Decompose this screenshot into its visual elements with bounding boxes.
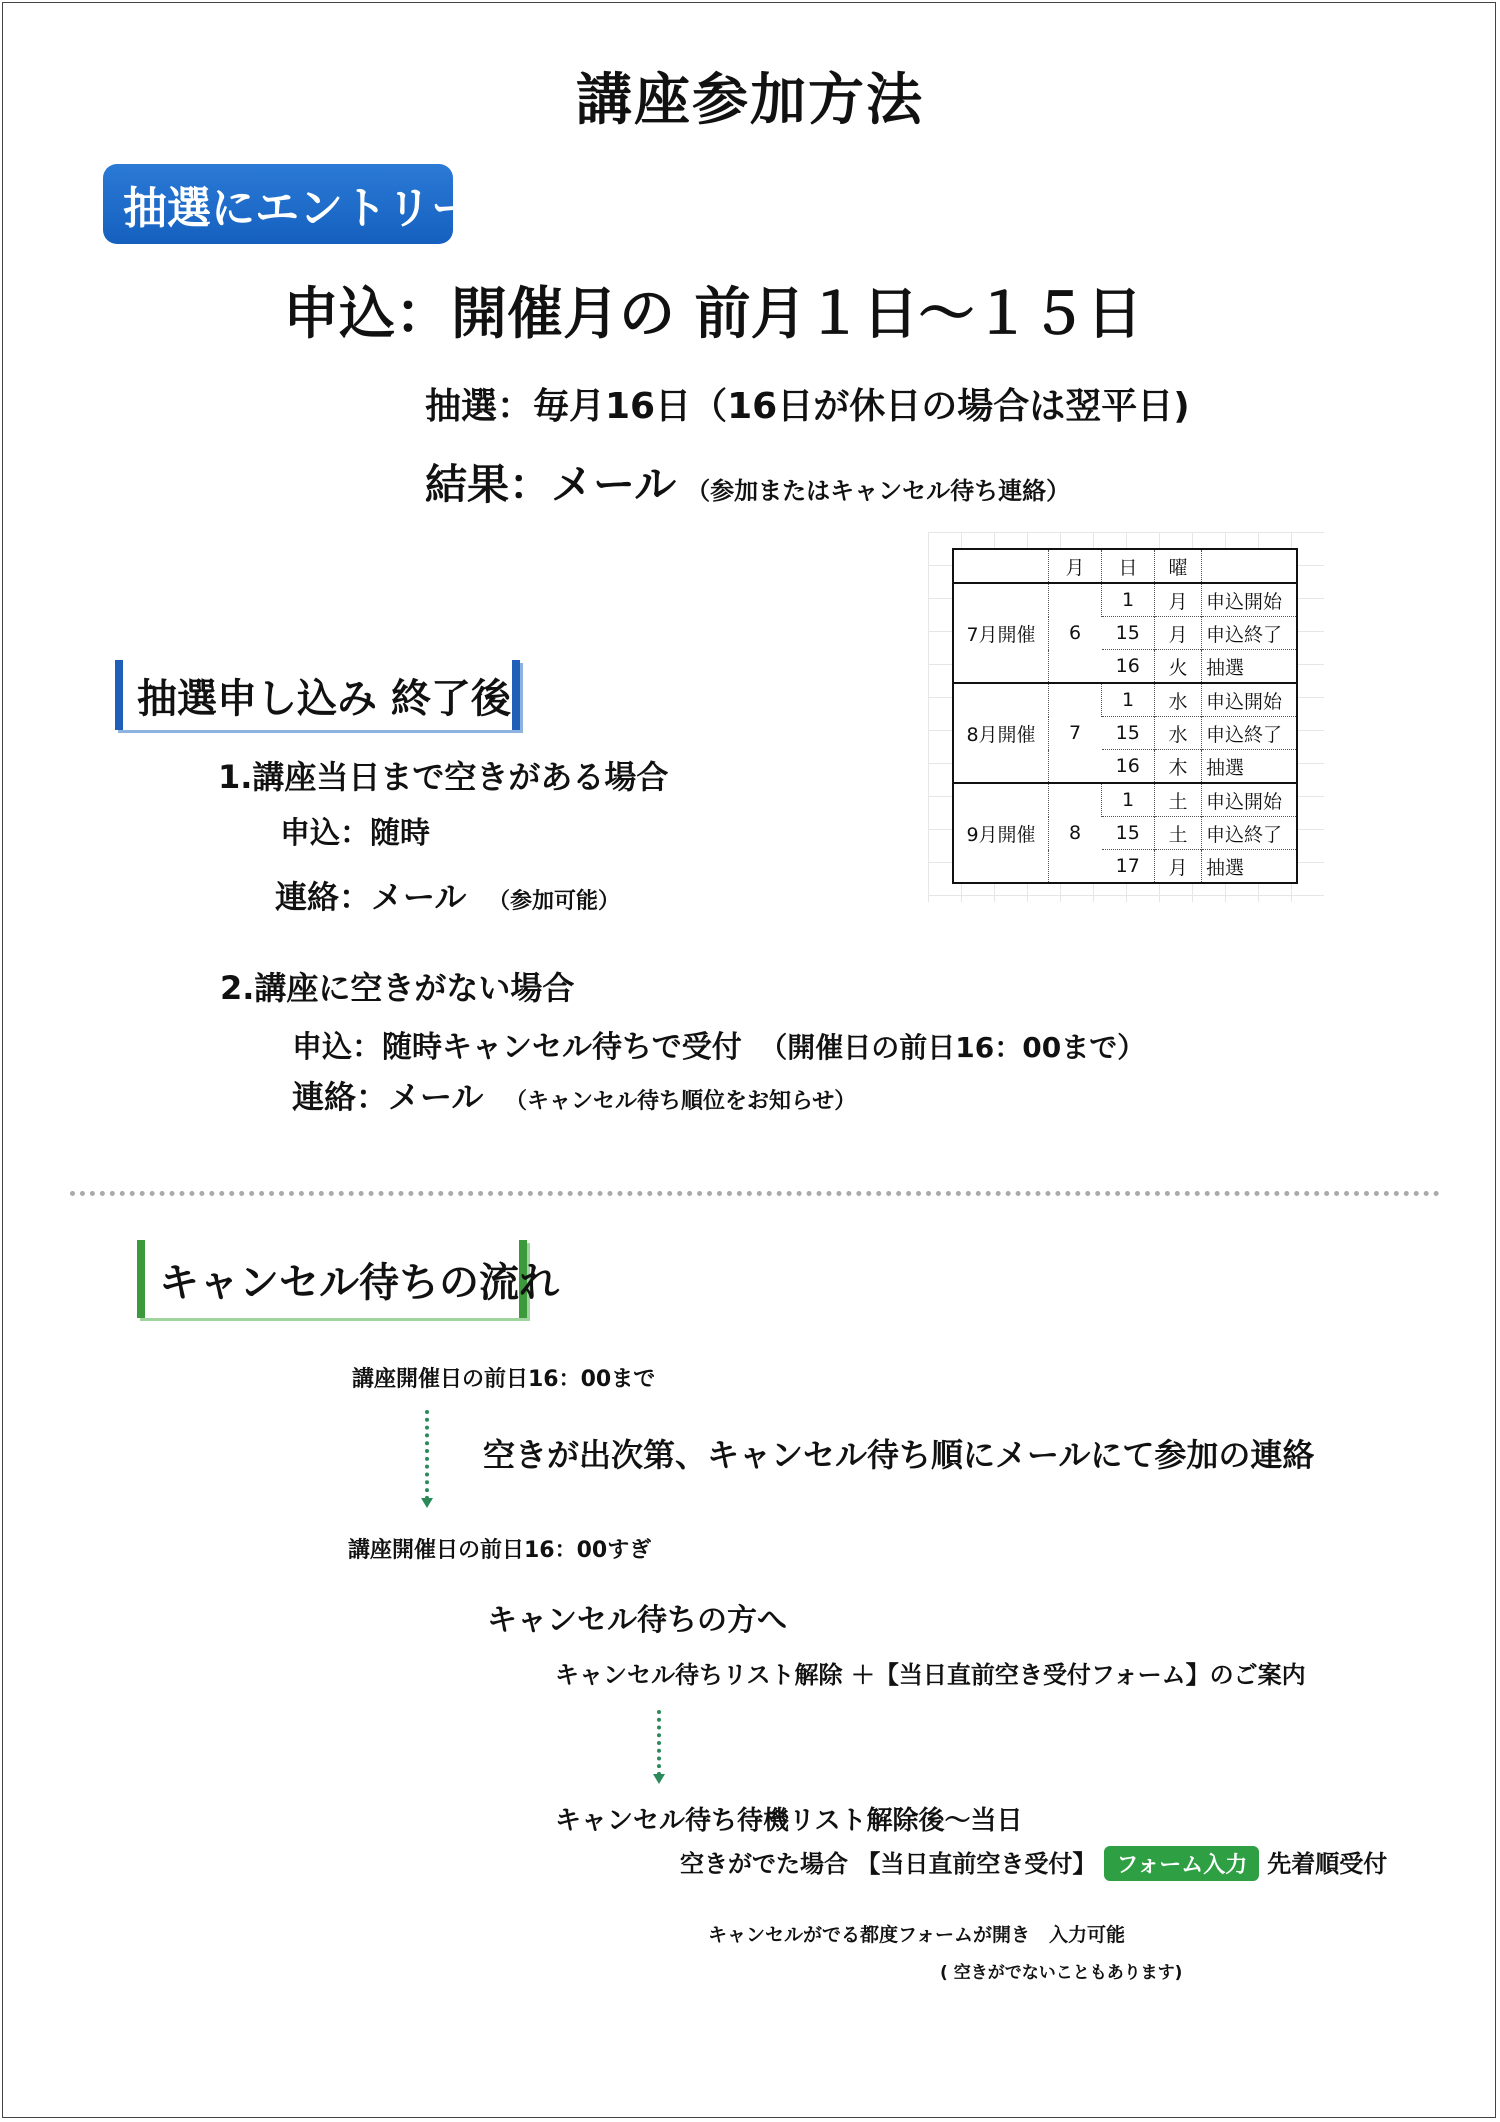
case2-apply-line [292,1022,1145,1066]
flow-arrow-head-1 [421,1498,433,1508]
flow-to-waitlist: キャンセル待ちの方へ [487,1603,787,1638]
case1-contact-note: （参加可能） [487,889,620,914]
schedule-day: 16 [1102,750,1155,784]
case1-contact: 連絡：メール [275,878,467,916]
schedule-day: 16 [1102,650,1155,684]
schedule-group-label: 7月開催 [953,583,1049,683]
case2-title: 2.講座に空きがない場合 [220,969,575,1007]
schedule-day: 1 [1102,783,1155,817]
flow-before-action: 空きが出次第、キャンセル待ち順にメールにて参加の連絡 [483,1436,1315,1474]
schedule-weekday: 月 [1155,850,1202,884]
flow-after-release: キャンセル待ち待機リスト解除後～当日 [555,1806,1023,1836]
schedule-table-area [928,532,1324,902]
schedule-weekday: 火 [1155,650,1202,684]
schedule-weekday: 水 [1155,683,1202,717]
schedule-weekday: 木 [1155,750,1202,784]
schedule-weekday: 土 [1155,783,1202,817]
flow-release-note: キャンセル待ちリスト解除 ＋【当日直前空き受付フォーム】のご案内 [555,1661,1306,1689]
case2-apply: 申込：随時キャンセル待ちで受付 [292,1030,742,1065]
flow-arrow-head-2 [653,1774,665,1784]
schedule-header [1202,549,1298,583]
entry-result [425,452,1070,512]
schedule-day: 17 [1102,850,1155,884]
flow-after-deadline: 講座開催日の前日16：00すぎ [348,1538,652,1563]
schedule-day: 15 [1102,717,1155,750]
schedule-row [953,583,1297,617]
schedule-event: 申込終了 [1202,717,1298,750]
schedule-row [953,783,1297,817]
flow-form-opens: キャンセルがでる都度フォームが開き 入力可能 [708,1924,1126,1946]
schedule-header: 月 [1049,549,1102,583]
schedule-event: 申込終了 [1202,617,1298,650]
schedule-header [953,549,1049,583]
schedule-row [953,683,1297,717]
entry-result-note: （参加またはキャンセル待ち連絡） [686,477,1071,505]
flow-may-not-open: ( 空きがでないこともあります) [940,1963,1183,1983]
flow-open-case-prefix: 空きがでた場合 【当日直前空き受付】 [680,1850,1097,1878]
flow-before-deadline: 講座開催日の前日16：00まで [352,1367,656,1392]
entry-apply-period: 申込：開催月の 前月１日～１５日 [283,282,1143,347]
schedule-header: 曜 [1155,549,1202,583]
entry-lottery-date: 抽選：毎月16日（16日が休日の場合は翌平日) [425,386,1190,427]
case2-contact-note: （キャンセル待ち順位をお知らせ） [504,1089,857,1114]
flow-arrow-line-1 [425,1410,429,1500]
schedule-event: 抽選 [1202,650,1298,684]
schedule-event: 申込終了 [1202,817,1298,850]
form-input-button[interactable]: フォーム入力 [1104,1846,1259,1881]
schedule-weekday: 水 [1155,717,1202,750]
entry-result-main: 結果：メール [425,460,677,509]
waitlist-flow-heading: キャンセル待ちの流れ [137,1240,527,1318]
schedule-day: 15 [1102,817,1155,850]
schedule-day: 15 [1102,617,1155,650]
schedule-group-label: 8月開催 [953,683,1049,783]
schedule-event: 抽選 [1202,850,1298,884]
flow-arrow-line-2 [657,1710,661,1776]
schedule-day: 1 [1102,583,1155,617]
schedule-header: 日 [1102,549,1155,583]
schedule-group-month: 8 [1049,783,1102,883]
schedule-event: 申込開始 [1202,783,1298,817]
section-divider [70,1191,1440,1196]
case2-apply-note: （開催日の前日16：00まで） [759,1031,1146,1064]
flow-open-case-suffix: 先着順受付 [1267,1850,1388,1878]
case2-contact: 連絡：メール [292,1078,484,1116]
schedule-event: 抽選 [1202,750,1298,784]
schedule-header-row [953,549,1297,583]
schedule-group-month: 6 [1049,583,1102,683]
schedule-event: 申込開始 [1202,683,1298,717]
schedule-weekday: 土 [1155,817,1202,850]
case1-apply: 申込：随時 [280,816,430,851]
case1-title: 1.講座当日まで空きがある場合 [218,758,669,796]
after-lottery-heading: 抽選申し込み 終了後 [115,660,520,730]
flow-open-case-line [680,1844,1387,1881]
case1-contact-line [275,872,620,918]
schedule-group-label: 9月開催 [953,783,1049,883]
entry-badge: 抽選にエントリー [103,164,453,244]
schedule-day: 1 [1102,683,1155,717]
case2-contact-line [292,1072,856,1118]
schedule-weekday: 月 [1155,617,1202,650]
schedule-event: 申込開始 [1202,583,1298,617]
page-title: 講座参加方法 [576,68,924,133]
schedule-weekday: 月 [1155,583,1202,617]
schedule-group-month: 7 [1049,683,1102,783]
schedule-table [952,548,1298,884]
